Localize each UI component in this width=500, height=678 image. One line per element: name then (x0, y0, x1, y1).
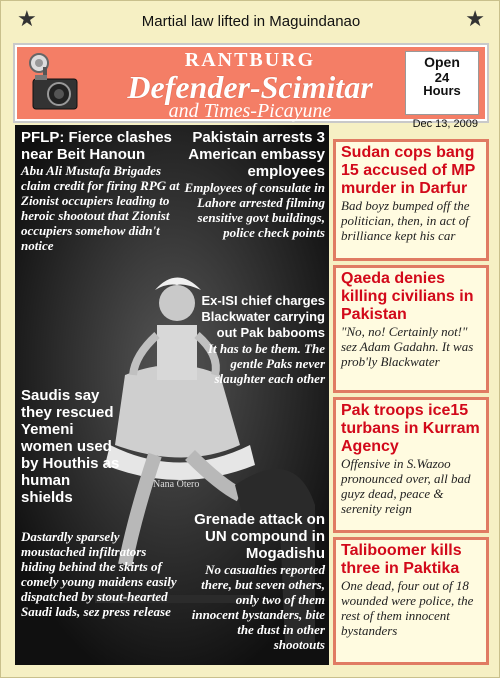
sidebar-deck: One dead, four out of 18 wounded were police, the rest of them innocent bystanders (341, 578, 474, 638)
story-deck: It has to be them. The gentle Paks never slaughter each other (207, 341, 325, 386)
open-hours-number: 24 (434, 70, 450, 85)
photo-caption: Nana Otero (153, 479, 200, 490)
sidebar-deck: "No, no! Certainly not!" sez Adam Gadahn. It was prob'ly Blackwater (341, 324, 474, 369)
brand-line-defender: Defender-Scimitar (127, 69, 373, 105)
open-label: Open (424, 54, 460, 70)
sidebar-story-qaeda (333, 265, 489, 393)
star-icon: ★ (17, 7, 37, 32)
sidebar-deck: Offensive in S.Wazoo pronounced over, all bad guyz dead, peace & serenity reign (341, 456, 471, 516)
story-saudis-deck (21, 529, 179, 619)
top-banner (1, 1, 500, 41)
story-saudis-yemen (21, 387, 121, 506)
story-mogadishu (187, 511, 325, 652)
story-beit-hanoun (21, 129, 181, 253)
open-hours-label: Hours (423, 83, 461, 98)
top-headline[interactable]: Martial law lifted in Maguindanao (141, 13, 361, 30)
story-headline[interactable]: Grenade attack on UN compound in Mogadishu (194, 511, 325, 562)
camera-icon (25, 51, 83, 117)
story-deck: Dastardly sparsely moustached infiltrators hiding behind the skirts of comely young maidens easily dispatched by stout-hearted Saudi lads, sez press release (21, 529, 177, 619)
sidebar-headline[interactable]: Sudan cops bang 15 accused of MP murder in Darfur (341, 144, 475, 197)
star-icon: ★ (465, 7, 485, 32)
sidebar-headline[interactable]: Pak troops ice15 turbans in Kurram Agency (341, 402, 480, 455)
issue-date: Dec 13, 2009 (412, 118, 478, 130)
open-hours-box (405, 51, 479, 130)
story-deck: Abu Ali Mustafa Brigades claim credit for firing RPG at Zionist occupiers leading to heroic shootout that Zionist occupiers somehow didn't notice (21, 163, 180, 253)
sidebar-story-sudan (333, 139, 489, 261)
story-headline[interactable]: Ex-ISI chief charges Blackwater carrying out Pak babooms (201, 293, 325, 340)
sidebar-headline[interactable]: Taliboomer kills three in Paktika (341, 542, 462, 577)
brand-title (85, 49, 415, 120)
story-deck: Employees of consulate in Lahore arrested filming sensitive govt buildings, police check points (184, 180, 325, 240)
story-deck: No casualties reported there, but seven others, only two of them innocent bystanders, bite the dust in other shootouts (191, 562, 325, 652)
sidebar-story-paktika (333, 537, 489, 665)
masthead (13, 43, 489, 130)
story-pakistan-arrests (181, 129, 325, 240)
story-headline[interactable]: Saudis say they rescued Yemeni women used by Houthis as human shields (21, 387, 120, 506)
front-page-photo (15, 125, 329, 665)
story-ex-isi (195, 293, 325, 386)
story-headline[interactable]: Pakistain arrests 3 American embassy employees (188, 129, 325, 180)
brand-line-times: and Times-Picayune (168, 100, 332, 122)
sidebar-headline[interactable]: Qaeda denies killing civilians in Pakistan (341, 270, 474, 323)
sidebar-story-kurram (333, 397, 489, 533)
brand-line-rantburg: RANTBURG (184, 49, 316, 71)
sidebar-deck: Bad boyz bumped off the politician, then, in act of brilliance kept his car (341, 198, 470, 243)
story-headline[interactable]: PFLP: Fierce clashes near Beit Hanoun (21, 129, 172, 163)
